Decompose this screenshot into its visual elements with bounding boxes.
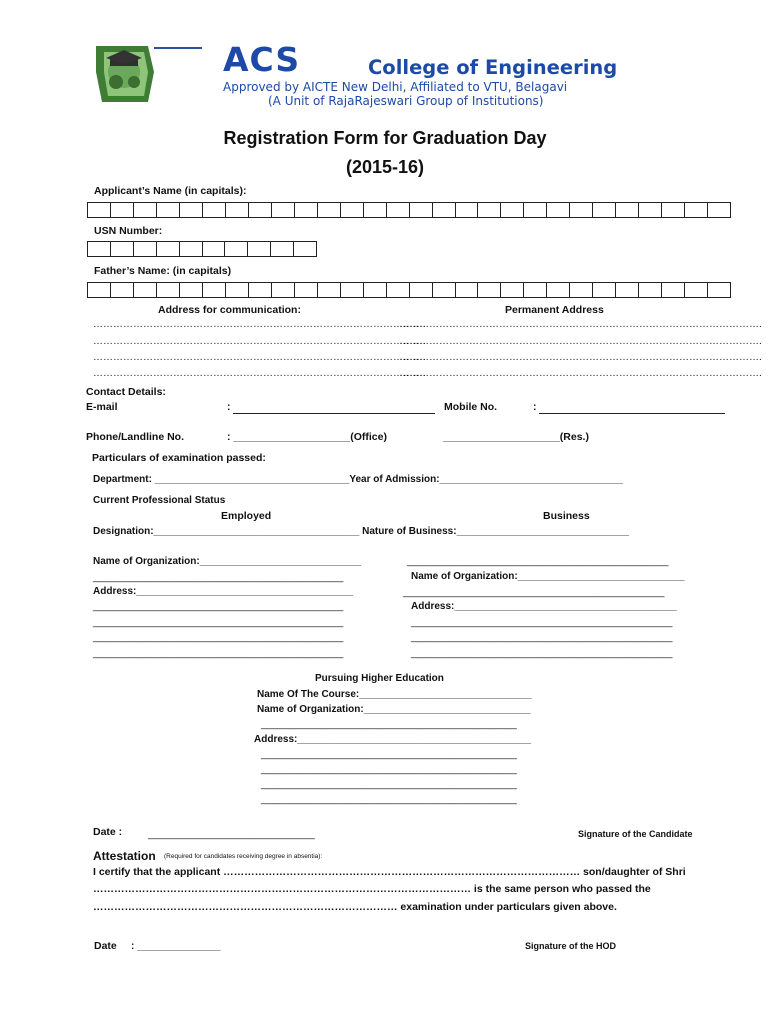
brand-unit: (A Unit of RajaRajeswari Group of Institutions) <box>268 94 544 108</box>
pursuing-blank-line[interactable]: ______________________________________________ <box>261 719 517 730</box>
perm-address-line[interactable]: ………………………………………………………………………………………………. <box>399 319 762 330</box>
employed-blank-line[interactable]: _____________________________________________ <box>93 572 344 583</box>
business-address-line[interactable]: Address:________________________________________ <box>411 601 677 612</box>
current-status-label: Current Professional Status <box>93 495 226 506</box>
pursuing-blank-line[interactable]: ______________________________________________ <box>261 764 517 775</box>
employed-blank-line[interactable]: _____________________________________________ <box>93 648 344 659</box>
pursuing-address-line[interactable]: Address:__________________________________________ <box>254 734 531 745</box>
designation-line[interactable]: Designation:_____________________________________ Nature of Business:_______________________________ <box>93 526 629 537</box>
brand-acs: ACS <box>223 40 301 79</box>
signature-candidate-label: Signature of the Candidate <box>578 829 693 839</box>
certify-line[interactable]: I certify that the applicant ………………………………………………………………………………………… son/daughter of Shri <box>93 866 686 878</box>
pursuing-org-line[interactable]: Name of Organization:______________________________ <box>257 704 531 715</box>
perm-address-line[interactable]: ………………………………………………………………………………………………. <box>399 368 762 379</box>
business-org-line[interactable]: Name of Organization:______________________________ <box>411 571 685 582</box>
business-blank-line[interactable]: _______________________________________________ <box>407 556 669 567</box>
permanent-address-label: Permanent Address <box>505 304 604 316</box>
employed-blank-line[interactable]: _____________________________________________ <box>93 632 344 643</box>
applicant-name-boxes[interactable] <box>87 202 731 218</box>
particulars-label: Particulars of examination passed: <box>92 452 266 464</box>
email-colon: : <box>227 401 231 413</box>
form-title: Registration Form for Graduation Day <box>223 128 547 148</box>
applicant-name-label: Applicant’s Name (in capitals): <box>94 185 247 197</box>
employed-label: Employed <box>221 510 272 522</box>
examination-line[interactable]: …………………………………………………………………………… examination under particulars given above. <box>93 901 617 913</box>
course-line[interactable]: Name Of The Course:_______________________________ <box>257 689 532 700</box>
comm-address-line[interactable]: ………………………………………………………………………………………. <box>93 368 426 379</box>
attestation-note: (Required for candidates receiving degree in absentia): <box>164 853 323 860</box>
pursuing-label: Pursuing Higher Education <box>315 673 444 684</box>
form-year: (2015-16) <box>345 157 425 177</box>
comm-address-line[interactable]: ………………………………………………………………………………………. <box>93 336 426 347</box>
usn-boxes[interactable] <box>87 241 317 257</box>
pursuing-blank-line[interactable]: ______________________________________________ <box>261 779 517 790</box>
address-communication-label: Address for communication: <box>158 304 301 316</box>
email-field[interactable] <box>233 413 435 414</box>
department-line[interactable]: Department: ___________________________________Year of Admission:_________________________________ <box>93 474 624 485</box>
perm-address-line[interactable]: ………………………………………………………………………………………………. <box>399 352 762 363</box>
college-logo <box>92 42 204 106</box>
phone-res-field[interactable]: ____________________(Res.) <box>443 431 589 443</box>
same-person-line[interactable]: ……………………………………………………………………………………………… is the same person who passed the <box>93 883 651 895</box>
mobile-field[interactable] <box>539 413 725 414</box>
employed-org-line[interactable]: Name of Organization:_____________________________ <box>93 556 361 567</box>
business-label: Business <box>543 510 590 522</box>
signature-hod-label: Signature of the HOD <box>525 941 617 951</box>
business-blank-line[interactable]: _______________________________________________ <box>411 617 673 628</box>
business-blank-line[interactable]: _______________________________________________ <box>411 648 673 659</box>
perm-address-line[interactable]: ………………………………………………………………………………………………. <box>399 336 762 347</box>
comm-address-line[interactable]: ………………………………………………………………………………………. <box>93 352 426 363</box>
phone-office-field[interactable]: : ____________________(Office) <box>227 431 387 443</box>
pursuing-blank-line[interactable]: ______________________________________________ <box>261 749 517 760</box>
contact-details-label: Contact Details: <box>86 386 166 398</box>
mobile-colon: : <box>533 401 537 413</box>
usn-label: USN Number: <box>94 225 163 237</box>
date-field[interactable]: ______________________________ <box>148 829 315 840</box>
father-name-boxes[interactable] <box>87 282 731 298</box>
brand-college-name: College of Engineering <box>368 56 618 79</box>
employed-blank-line[interactable]: _____________________________________________ <box>93 601 344 612</box>
date-label: Date : <box>93 826 123 838</box>
phone-label: Phone/Landline No. <box>86 431 185 443</box>
mobile-label: Mobile No. <box>444 401 498 413</box>
comm-address-line[interactable]: ………………………………………………………………………………………. <box>93 319 426 330</box>
brand-approval: Approved by AICTE New Delhi, Affiliated to VTU, Belagavi <box>223 80 568 94</box>
email-label: E-mail <box>86 401 118 413</box>
attestation-label: Attestation <box>93 849 156 863</box>
father-name-label: Father’s Name: (in capitals) <box>94 265 232 277</box>
date-hod-label: Date <box>94 940 117 952</box>
employed-address-line[interactable]: Address:_______________________________________ <box>93 586 354 597</box>
employed-blank-line[interactable]: _____________________________________________ <box>93 617 344 628</box>
business-blank-line[interactable]: _______________________________________________ <box>403 587 665 598</box>
business-blank-line[interactable]: _______________________________________________ <box>411 632 673 643</box>
date-hod-field[interactable]: : _______________ <box>131 941 221 952</box>
pursuing-blank-line[interactable]: ______________________________________________ <box>261 794 517 805</box>
